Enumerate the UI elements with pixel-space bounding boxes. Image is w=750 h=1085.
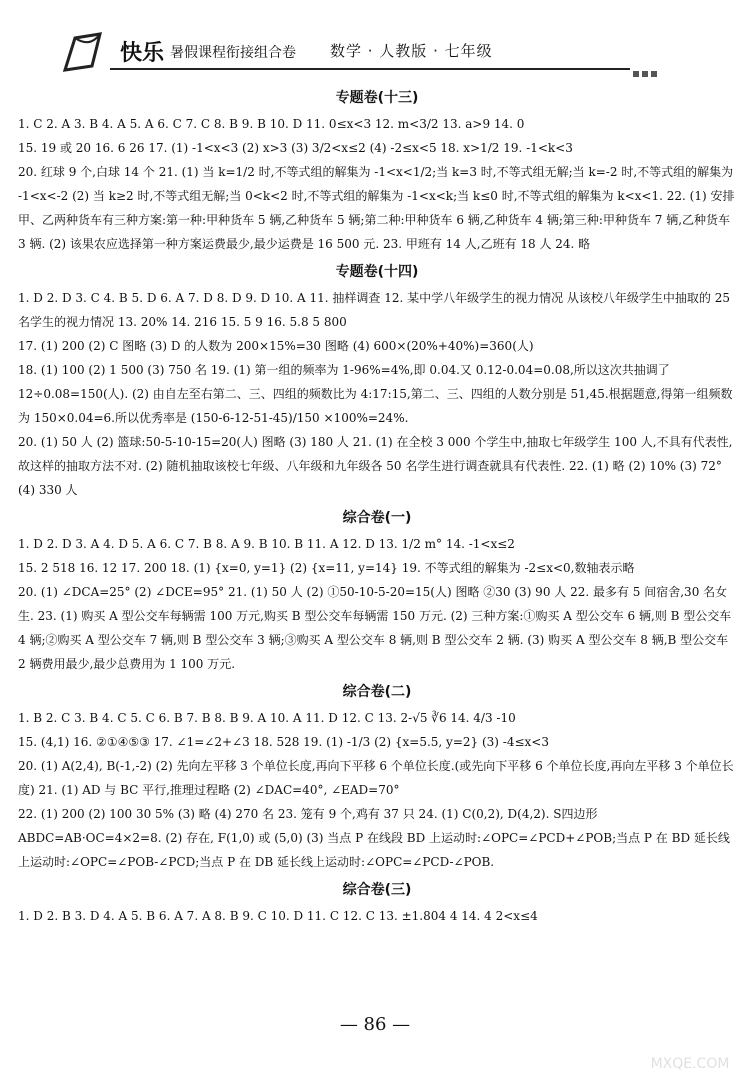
answer-content [18, 82, 736, 928]
section-title: 专题卷(十三) [335, 90, 419, 106]
answer-paragraph: 20. (1) ∠DCA=25° (2) ∠DCE=95° 21. (1) 50 人 (2) ①50-10-5-20=15(人) 图略 ②30 (3) 90 人 22. 最多有 5 间宿舍,30 名女生. 23. (1) 购买 A 型公交车每辆需 100 万元,购买 B 型公交车每辆需 150 万元. (2) 三种方案:①购买 A 型公交车 6 辆,则 B 型公交车 4 辆;②购买 A 型公交车 7 辆,则 B 型公交车 3 辆;③购买 A 型公交车 8 辆,则 B 型公交车 2 辆. (3) 购买 A 型公交车 8 辆,B 型公交车 2 辆费用最少,最少总费用为 1 100 万元. [18, 585, 732, 671]
section-title: 综合卷(一) [342, 510, 412, 526]
answer-paragraph: 18. (1) 100 (2) 1 500 (3) 750 名 19. (1) 第一组的频率为 1-96%=4%,即 0.04.又 0.12-0.04=0.08,所以这次共抽调了 12÷0.08=150(人). (2) 由自左至右第二、三、四组的频数比为 4:17:15,第二、三、四组的人数分别是 51,45.根据题意,得第一组频数为 150×0.04=6.所以优秀率是 (150-6-12-51-45)/150 ×100%=24%. [18, 363, 733, 425]
answer-paragraph: 22. (1) 200 (2) 100 30 5% (3) 略 (4) 270 名 23. 笼有 9 个,鸡有 37 只 24. (1) C(0,2), D(4,2). S四边形ABDC=AB·OC=4×2=8. (2) 存在, F(1,0) 或 (5,0) (3) 当点 P 在线段 BD 上运动时:∠OPC=∠PCD+∠POB;当点 P 在 BD 延长线上运动时:∠OPC=∠POB-∠PCD;当点 P 在 DB 延长线上运动时:∠OPC=∠PCD-∠POB. [18, 807, 730, 869]
answer-paragraph: 20. (1) A(2,4), B(-1,-2) (2) 先向左平移 3 个单位长度,再向下平移 6 个单位长度.(或先向下平移 6 个单位长度,再向左平移 3 个单位长度) 21. (1) AD 与 BC 平行,推理过程略 (2) ∠DAC=40°, ∠EAD=70° [18, 759, 734, 797]
svg-text:MXQE.COM: MXQE.COM [650, 1056, 730, 1072]
brand-title: 快乐 [120, 41, 165, 66]
page-header [0, 0, 750, 80]
edition-label: 数学 · 人教版 · 七年级 [330, 42, 493, 60]
answer-paragraph: 1. D 2. D 3. C 4. B 5. D 6. A 7. D 8. D 9. D 10. A 11. 抽样调查 12. 某中学八年级学生的视力情况 从该校八年级学生中抽取的 25 名学生的视力情况 13. 20% 14. 216 15. 5 9 16. 5.8 5 800 [18, 291, 730, 329]
watermark-logo [640, 1040, 740, 1080]
answer-paragraph: 17. (1) 200 (2) C 图略 (3) D 的人数为 200×15%=30 图略 (4) 600×(20%+40%)=360(人) [18, 339, 534, 353]
answer-paragraph: 15. 2 518 16. 12 17. 200 18. (1) {x=0, y=1} (2) {x=11, y=14} 19. 不等式组的解集为 -2≤x<0,数轴表示略 [18, 561, 635, 575]
answer-paragraph: 1. D 2. D 3. A 4. D 5. A 6. C 7. B 8. A 9. B 10. B 11. A 12. D 13. 1/2 m° 14. -1<x≤2 [18, 537, 515, 551]
brand-subtitle: 暑假课程衔接组合卷 [170, 45, 296, 61]
page-number: — 86 — [339, 1014, 411, 1035]
section-title: 专题卷(十四) [335, 264, 419, 280]
answer-paragraph: 15. (4,1) 16. ②①④⑤③ 17. ∠1=∠2+∠3 18. 528 19. (1) -1/3 (2) {x=5.5, y=2} (3) -4≤x<3 [18, 735, 549, 749]
answer-paragraph: 1. C 2. A 3. B 4. A 5. A 6. C 7. C 8. B 9. B 10. D 11. 0≤x<3 12. m<3/2 13. a>9 14. 0 [18, 117, 525, 131]
answer-paragraph: 1. D 2. B 3. D 4. A 5. B 6. A 7. A 8. B 9. C 10. D 11. C 12. C 13. ±1.804 4 14. 4 2<x≤4 [18, 909, 538, 923]
answer-paragraph: 1. B 2. C 3. B 4. C 5. C 6. B 7. B 8. B 9. A 10. A 11. D 12. C 13. 2-√5 ∛6 14. 4/3 -10 [18, 711, 516, 725]
answer-paragraph: 20. (1) 50 人 (2) 篮球:50-5-10-15=20(人) 图略 (3) 180 人 21. (1) 在全校 3 000 个学生中,抽取七年级学生 100 人,不具有代表性,故这样的抽取方法不对. (2) 随机抽取该校七年级、八年级和九年级各 50 名学生进行调查就具有代表性. 22. (1) 略 (2) 10% (3) 72° (4) 330 人 [18, 435, 733, 497]
header-rule [110, 68, 630, 70]
section-title: 综合卷(二) [342, 684, 412, 700]
section-title: 综合卷(三) [342, 882, 412, 898]
answer-paragraph: 20. 红球 9 个,白球 14 个 21. (1) 当 k=1/2 时,不等式组的解集为 -1<x<1/2;当 k=3 时,不等式组无解;当 k=-2 时,不等式组的解集为 -1<x<-2 (2) 当 k≥2 时,不等式组无解;当 0<k<2 时,不等式组的解集为 -1<x<k;当 k≤0 时,不等式组的解集为 k<x<1. 22. (1) 安排甲、乙两种货车有三种方案:第一种:甲种货车 5 辆,乙种货车 5 辆;第二种:甲种货车 6 辆,乙种货车 4 辆;第三种:甲种货车 7 辆,乙种货车 3 辆. (2) 该果农应选择第一种方案运费最少,最少运费是 16 500 元. 23. 甲班有 14 人,乙班有 18 人 24. 略 [18, 165, 735, 251]
header-decoration [630, 62, 657, 81]
answer-paragraph: 15. 19 或 20 16. 6 26 17. (1) -1<x<3 (2) x>3 (3) 3/2<x≤2 (4) -2≤x<5 18. x>1/2 19. -1<k<3 [18, 141, 573, 155]
